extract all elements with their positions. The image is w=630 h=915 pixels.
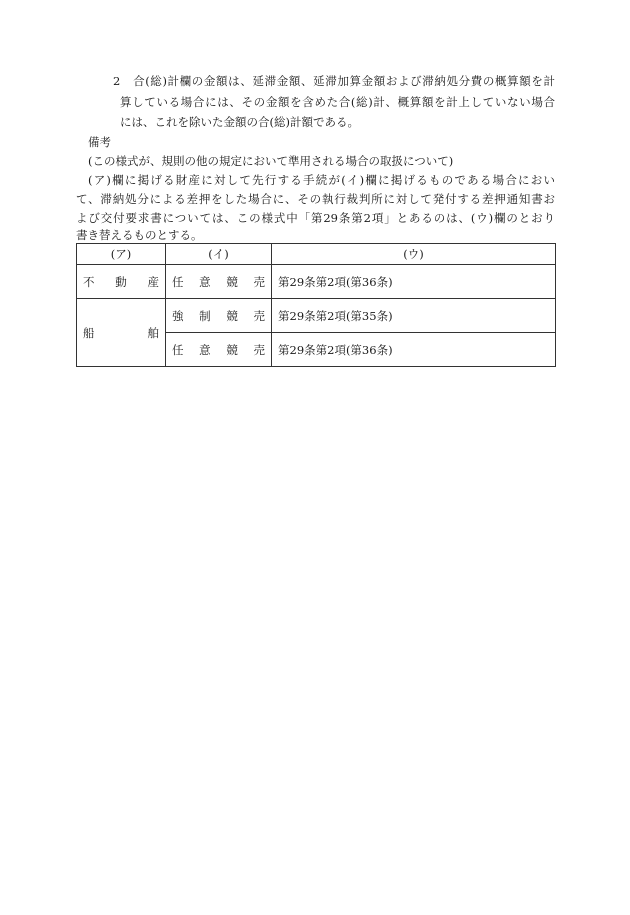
cell-replacement: 第29条第2項(第36条) <box>272 265 556 299</box>
procedure-label: 任 意 競 売 <box>172 274 265 289</box>
cell-procedure <box>166 299 272 333</box>
note-2-line-2: 算している場合には、その金額を含めた合(総)計、概算額を計上していない場合 <box>120 95 555 109</box>
cell-replacement: 第29条第2項(第36条) <box>272 333 556 367</box>
table-row <box>77 265 556 299</box>
cell-replacement: 第29条第2項(第35条) <box>272 299 556 333</box>
remarks-line-2: て、滞納処分による差押をした場合に、その執行裁判所に対して発付する差押通知書お <box>76 192 555 206</box>
note-2-line-3: には、これを除いた金額の合(総)計額である。 <box>120 115 359 129</box>
header-b: (イ) <box>166 244 272 265</box>
header-c: (ウ) <box>272 244 556 265</box>
remarks-subheading: (この様式が、規則の他の規定において準用される場合の取扱について) <box>88 154 454 168</box>
table-row <box>77 299 556 333</box>
procedure-label: 強 制 競 売 <box>172 308 265 323</box>
cell-procedure <box>166 265 272 299</box>
remarks-line-1: (ア)欄に掲げる財産に対して先行する手続が(イ)欄に掲げるものである場合におい <box>88 173 555 187</box>
remarks-line-4: 書き替えるものとする。 <box>76 228 203 242</box>
remarks-heading: 備考 <box>88 135 111 149</box>
cell-procedure <box>166 333 272 367</box>
table-header-row <box>77 244 556 265</box>
replacement-table <box>76 243 556 367</box>
property-label: 船 舶 <box>83 325 159 340</box>
remarks-line-3: よび交付要求書については、この様式中「第29条第2項」とあるのは、(ウ)欄のとおり <box>76 211 555 225</box>
procedure-label: 任 意 競 売 <box>172 342 265 357</box>
header-a: (ア) <box>77 244 166 265</box>
cell-property <box>77 265 166 299</box>
note-2-line-1: 2 合(総)計欄の金額は、延滞金額、延滞加算金額および滞納処分費の概算額を計 <box>113 74 555 88</box>
cell-property <box>77 299 166 367</box>
property-label: 不 動 産 <box>83 274 159 289</box>
